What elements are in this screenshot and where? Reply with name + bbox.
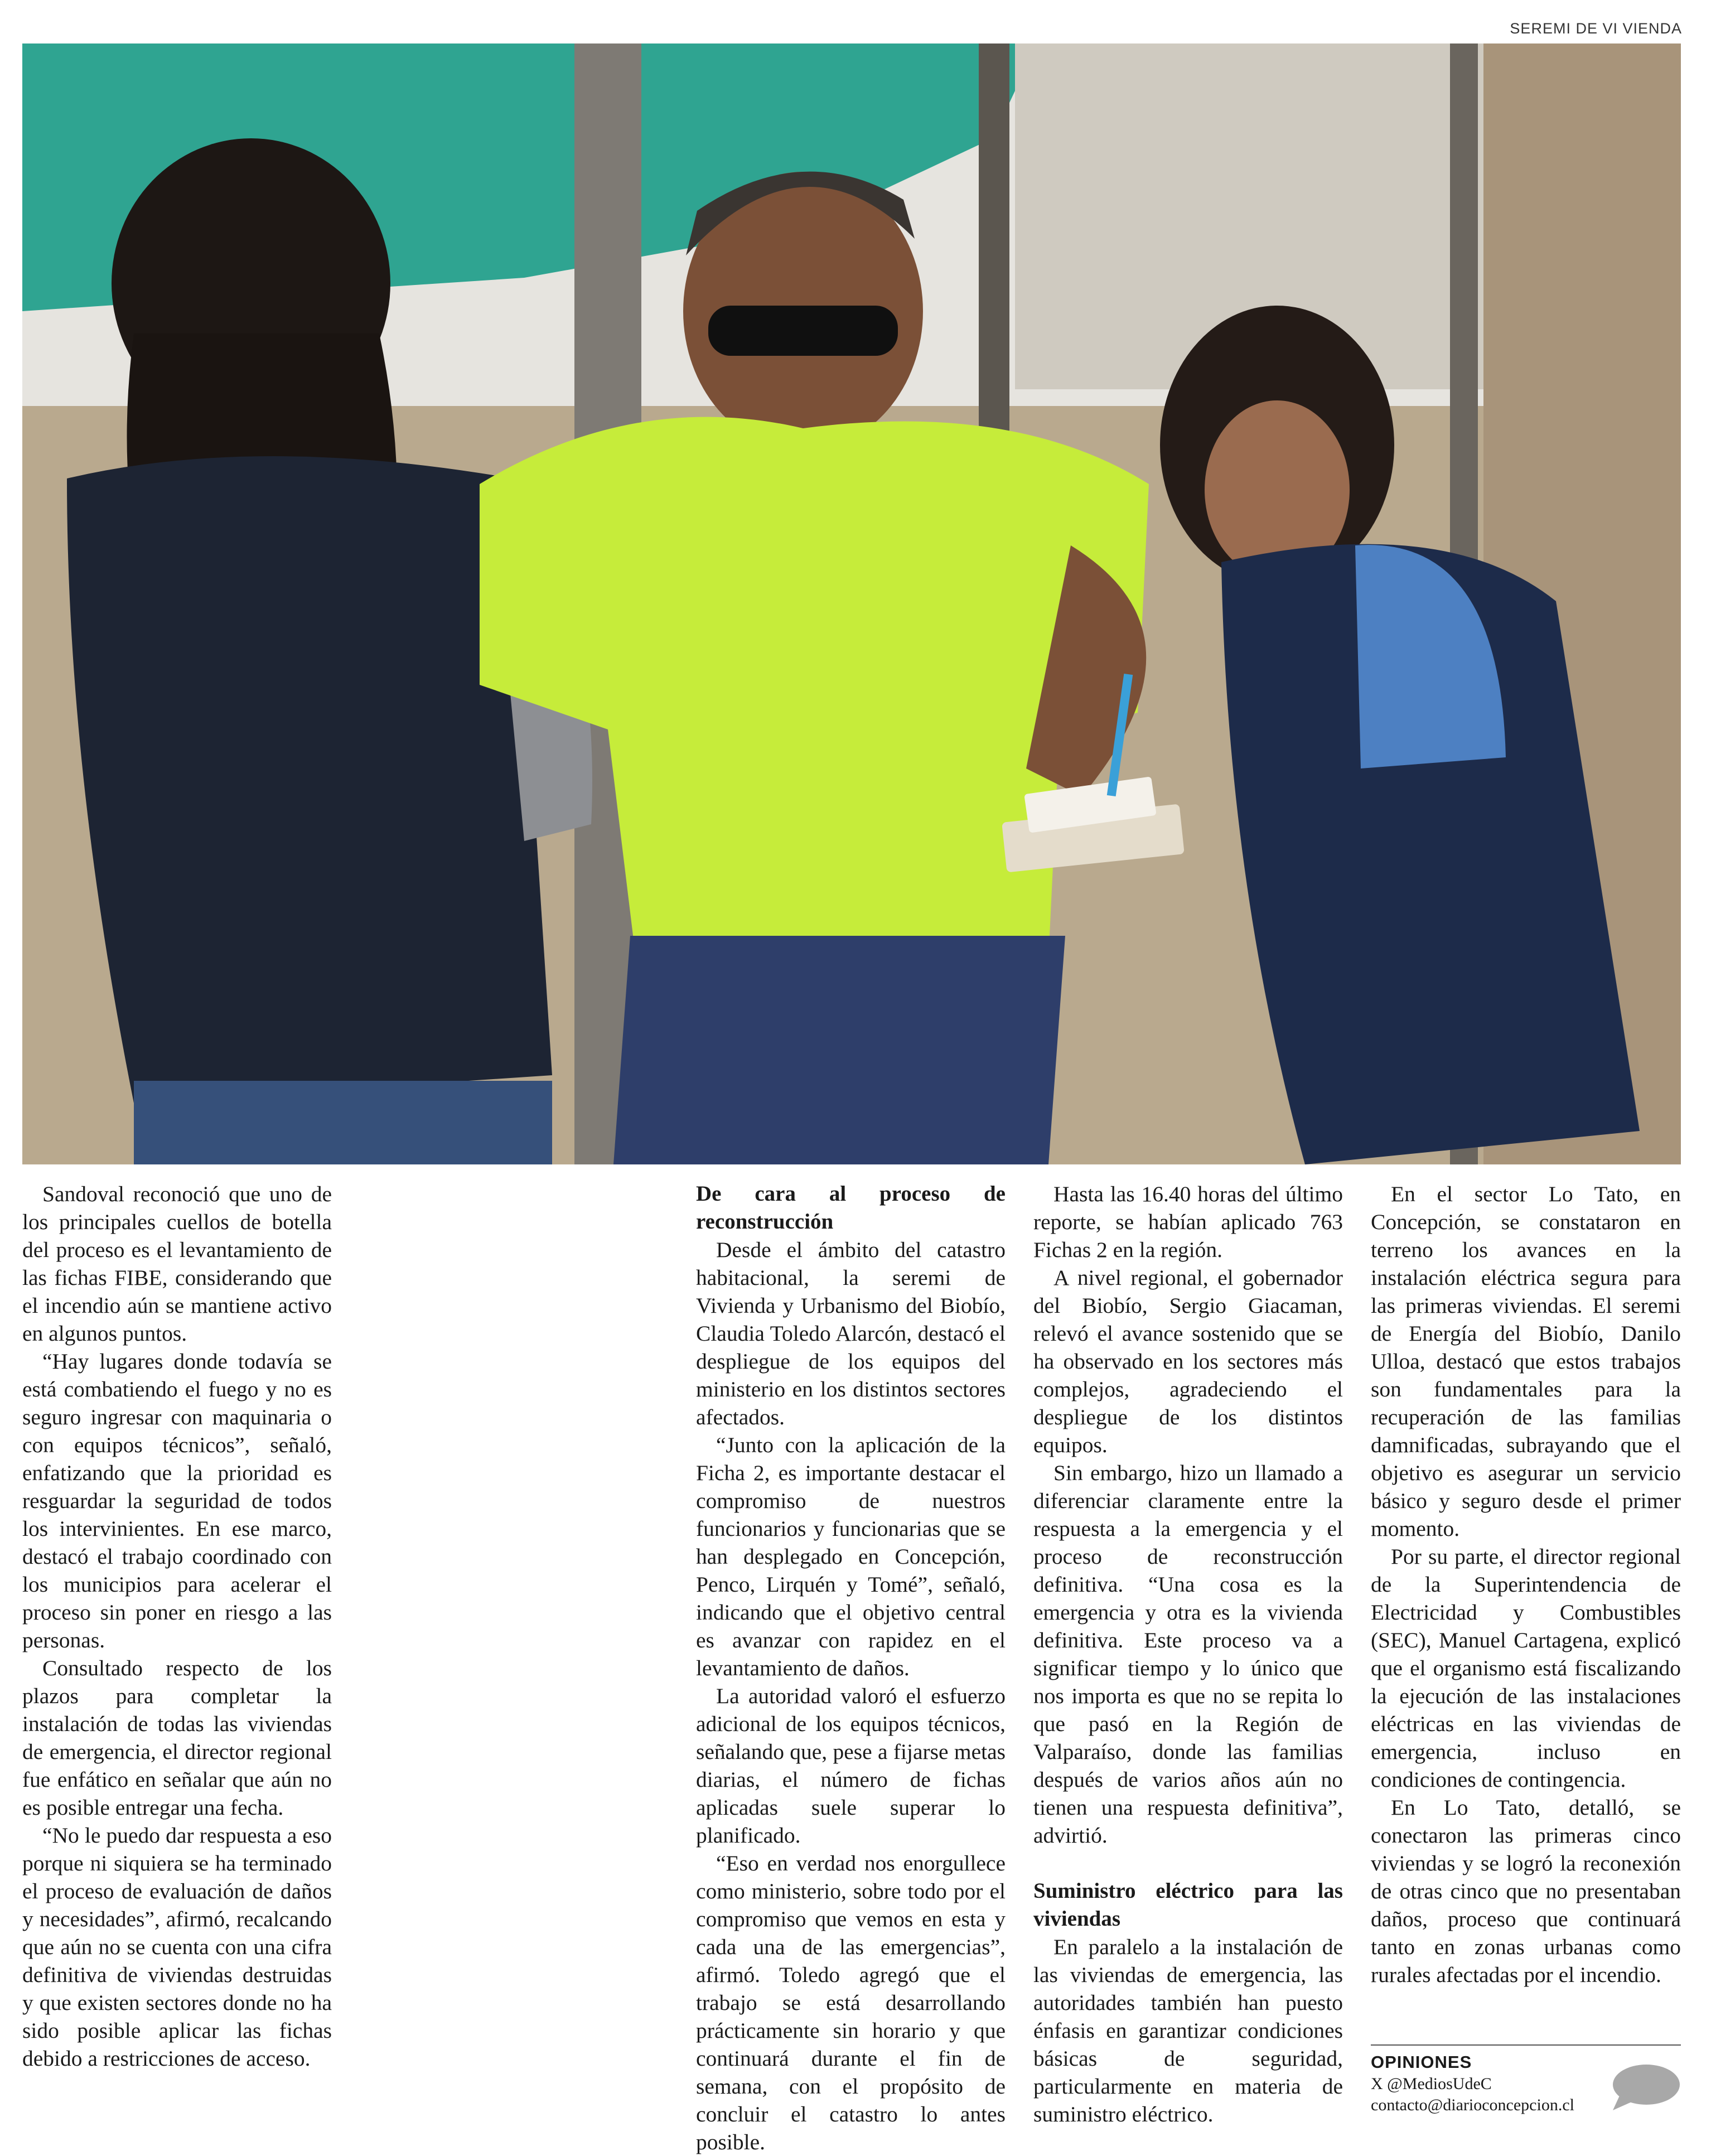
col2-paragraph: “Eso en verdad nos enorgullece como ministerio, sobre todo por el compromiso que vemos en esta y cada una de las emergencias”, afirmó. Toledo agregó que el trabajo se está desarrollando prácticamente sin horario y que continuará durante el fin de semana, con el propósito de concluir el catastro lo antes posible. (696, 1851, 1006, 2154)
man-sunglasses (708, 306, 898, 356)
field-team-photo (22, 43, 1681, 1164)
opinions-email[interactable]: contacto@diarioconcepcion.cl (1371, 2096, 1574, 2114)
column-4 (1371, 1180, 1681, 1989)
left-woman-vest (67, 456, 552, 1103)
col3-paragraph: Sin embargo, hizo un llamado a diferenciar claramente entre la respuesta a la emergencia y el proceso de reconstrucción definitiva. “Una cosa es la emergencia y otra es la vivienda definitiva. Este proceso va a significar tiempo y lo único que nos importa es que no se repita lo que pasó en la Región de Valparaíso, donde las familias después de varios años aún no tienen una respuesta definitiva”, advirtió. (1033, 1461, 1343, 1848)
photo-credit: SEREMI DE VI VIENDA (1510, 20, 1682, 37)
col3-paragraph: A nivel regional, el gobernador del Biobío, Sergio Giacaman, relevó el avance sostenido que se ha observado en los sectores más complejos, agradeciendo el despliegue de los distintos equipos. (1033, 1265, 1343, 1457)
column-1 (22, 1180, 332, 2072)
col1-paragraph: Consultado respecto de los plazos para completar la instalación de todas las viviendas de emergencia, el director regional fue enfático en señalar que aún no es posible entregar una fecha. (22, 1656, 332, 1820)
opinions-social[interactable]: X @MediosUdeC (1371, 2075, 1492, 2093)
col4-paragraph: Por su parte, el director regional de la Superintendencia de Electricidad y Combustibles (SEC), Manuel Cartagena, explicó que el organismo está fiscalizando la ejecución de las instalaciones eléctricas en las viviendas de emergencia, incluso en condiciones de contingencia. (1371, 1544, 1681, 1792)
opinions-title: OPINIONES (1371, 2052, 1472, 2072)
col1-paragraph: “No le puedo dar respuesta a eso porque ni siquiera se ha terminado el proceso de evaluación de daños y necesidades”, afirmó, recalcando que aún no se cuenta con una cifra definitiva de viviendas destruidas y que existen sectores donde no ha sido posible aplicar las fichas debido a restricciones de acceso. (22, 1823, 332, 2071)
column-3 (1033, 1180, 1343, 2128)
man-shorts (613, 936, 1065, 1164)
col4-paragraph: En Lo Tato, detalló, se conectaron las primeras cinco viviendas y se logró la reconexión de otras cinco que no presentaban daños, proceso que continuará tanto en zonas urbanas como rurales afectadas por el incendio. (1371, 1795, 1681, 1987)
column-2 (696, 1180, 1006, 2156)
section-heading-electric-supply: Suministro eléctrico para las viviendas (1033, 1879, 1343, 1931)
col4-paragraph: En el sector Lo Tato, en Concepción, se constataron en terreno los avances en la instalación eléctrica segura para las primeras viviendas. El seremi de Energía del Biobío, Danilo Ulloa, destacó que estos trabajos son fundamentales para la recuperación de las familias damnificadas, subrayando que el objetivo es asegurar un servicio básico y seguro desde el primer momento. (1371, 1182, 1681, 1541)
left-woman-pants (134, 1081, 552, 1164)
col1-paragraph: “Hay lugares donde todavía se está combatiendo el fuego y no es seguro ingresar con maquinaria o con equipos técnicos”, señaló, enfatizando que la prioridad es resguardar la seguridad de todos los intervinientes. En ese marco, destacó el trabajo coordinado con los municipios para acelerar el proceso sin poner en riesgo a las personas. (22, 1349, 332, 1652)
opinions-box (1371, 2044, 1681, 2116)
col2-paragraph: La autoridad valoró el esfuerzo adicional de los equipos técnicos, señalando que, pese a fijarse metas diarias, el número de fichas aplicadas suele superar lo planificado. (696, 1684, 1006, 1848)
col3-paragraph: Hasta las 16.40 horas del último reporte, se habían aplicado 763 Fichas 2 en la región. (1033, 1182, 1343, 1262)
section-heading-reconstruction: De cara al proceso de reconstrucción (696, 1182, 1006, 1234)
col3-paragraph: En paralelo a la instalación de las viviendas de emergencia, las autoridades también han puesto énfasis en garantizar condiciones básicas de seguridad, particularmente en materia de suministro eléctrico. (1033, 1935, 1343, 2126)
col2-paragraph: “Junto con la aplicación de la Ficha 2, es importante destacar el compromiso de nuestros funcionarios y funcionarias que se han desplegado en Concepción, Penco, Lirquén y Tomé”, señaló, indicando que el objetivo central es avanzar con rapidez en el levantamiento de daños. (696, 1433, 1006, 1680)
col1-paragraph: Sandoval reconoció que uno de los principales cuellos de botella del proceso es el levantamiento de las fichas FIBE, considerando que el incendio aún se mantiene activo en algunos puntos. (22, 1182, 332, 1346)
speech-bubble-icon (1608, 2062, 1681, 2113)
col2-paragraph: Desde el ámbito del catastro habitacional, la seremi de Vivienda y Urbanismo del Biobío, Claudia Toledo Alarcón, destacó el despliegue de los equipos del ministerio en los distintos sectores afectados. (696, 1237, 1006, 1429)
